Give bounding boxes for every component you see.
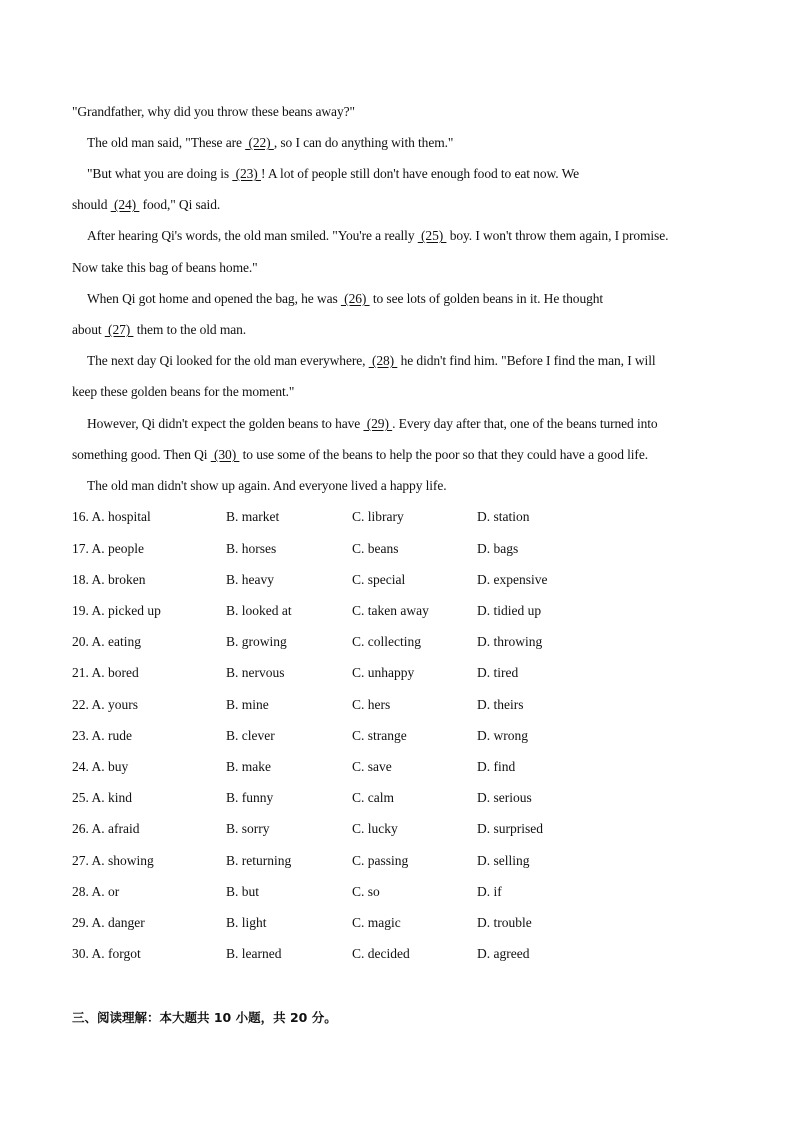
option-b: B. clever [226,728,275,743]
option-c: C. taken away [352,603,429,618]
option-d: D. theirs [477,697,524,712]
passage-text: Now take this bag of beans home." [72,260,258,275]
option-a: 30. A. forgot [72,946,141,961]
question-options [72,509,772,525]
passage-text: keep these golden beans for the moment." [72,384,295,399]
passage-text: The next day Qi looked for the old man everywhere, [87,353,369,368]
option-c: C. beans [352,541,399,556]
option-a: 27. A. showing [72,853,154,868]
question-options [72,759,772,775]
option-d: D. serious [477,790,532,805]
option-d: D. if [477,884,502,899]
question-options [72,572,772,588]
passage-line [72,322,246,338]
option-d: D. throwing [477,634,543,649]
option-b: B. learned [226,946,282,961]
passage-text: boy. I won't throw them again, I promise. [446,228,669,243]
passage-text: "Grandfather, why did you throw these beans away?" [72,104,355,119]
passage-text: . Every day after that, one of the beans turned into [392,416,658,431]
passage-line [72,384,294,400]
option-a: 21. A. bored [72,665,139,680]
option-c: C. magic [352,915,401,930]
passage-text: to use some of the beans to help the poor so that they could have a good life. [239,447,648,462]
question-options [72,728,772,744]
option-d: D. tired [477,665,519,680]
blank-23: (23) [232,166,261,181]
blank-29: (29) [363,416,393,431]
option-b: B. light [226,915,267,930]
option-a: 16. A. hospital [72,509,151,524]
option-d: D. tidied up [477,603,542,618]
option-a: 26. A. afraid [72,821,140,836]
option-b: B. sorry [226,821,270,836]
question-options [72,853,772,869]
blank-27: (27) [104,322,134,337]
option-a: 20. A. eating [72,634,141,649]
option-d: D. selling [477,853,530,868]
question-options [72,790,772,806]
passage-text: he didn't find him. "Before I find the man, I will [397,353,656,368]
question-options [72,697,772,713]
option-c: C. passing [352,853,409,868]
question-options [72,541,772,557]
option-c: C. calm [352,790,394,805]
question-options [72,946,772,962]
option-a: 19. A. picked up [72,603,161,618]
option-c: C. so [352,884,380,899]
blank-28: (28) [368,353,398,368]
passage-text: ! A lot of people still don't have enough food to eat now. We [260,166,580,181]
option-d: D. expensive [477,572,548,587]
blank-24: (24) [110,197,140,212]
option-d: D. surprised [477,821,543,836]
option-c: C. lucky [352,821,398,836]
option-b: B. horses [226,541,277,556]
passage-line [87,416,658,432]
option-b: B. mine [226,697,269,712]
option-d: D. station [477,509,530,524]
passage-text: food," Qi said. [139,197,221,212]
option-b: B. returning [226,853,292,868]
passage-text: should [72,197,111,212]
passage-line [72,197,220,213]
passage-text: However, Qi didn't expect the golden beans to have [87,416,364,431]
option-d: D. bags [477,541,519,556]
passage-line [72,447,648,463]
question-options [72,915,772,931]
option-c: C. library [352,509,404,524]
passage-text: The old man said, "These are [87,135,246,150]
passage-text: The old man didn't show up again. And everyone lived a happy life. [87,478,447,493]
option-b: B. heavy [226,572,274,587]
option-a: 28. A. or [72,884,120,899]
option-b: B. looked at [226,603,292,618]
option-d: D. wrong [477,728,528,743]
option-b: B. funny [226,790,274,805]
option-a: 22. A. yours [72,697,139,712]
question-options [72,884,772,900]
option-b: B. nervous [226,665,285,680]
option-b: B. make [226,759,271,774]
option-c: C. unhappy [352,665,415,680]
option-c: C. hers [352,697,391,712]
question-options [72,665,772,681]
passage-line [87,135,453,151]
option-a: 25. A. kind [72,790,133,805]
blank-25: (25) [417,228,447,243]
question-options [72,821,772,837]
passage-line [87,353,656,369]
option-b: B. but [226,884,260,899]
passage-line [72,104,355,120]
passage-text: them to the old man. [133,322,247,337]
blank-22: (22) [245,135,274,150]
blank-26: (26) [340,291,370,306]
option-c: C. strange [352,728,407,743]
passage-line [87,478,447,494]
option-c: C. collecting [352,634,421,649]
question-options [72,603,772,619]
passage-line [87,228,668,244]
option-d: D. trouble [477,915,532,930]
passage-text: , so I can do anything with them." [273,135,454,150]
option-b: B. growing [226,634,287,649]
option-d: D. agreed [477,946,530,961]
blank-30: (30) [210,447,240,462]
passage-text: about [72,322,105,337]
option-a: 24. A. buy [72,759,129,774]
option-b: B. market [226,509,280,524]
option-a: 23. A. rude [72,728,132,743]
passage-line [72,260,258,276]
option-a: 17. A. people [72,541,144,556]
option-c: C. save [352,759,392,774]
passage-line [87,166,579,182]
option-c: C. special [352,572,406,587]
section-heading: 三、阅读理解：本大题共 10 小题，共 20 分。 [72,1010,337,1025]
passage-text: After hearing Qi's words, the old man smiled. "You're a really [87,228,418,243]
option-a: 18. A. broken [72,572,146,587]
option-c: C. decided [352,946,410,961]
passage-line [87,291,603,307]
option-a: 29. A. danger [72,915,145,930]
passage-text: When Qi got home and opened the bag, he was [87,291,341,306]
passage-text: something good. Then Qi [72,447,211,462]
passage-text: "But what you are doing is [87,166,233,181]
question-options [72,634,772,650]
passage-text: to see lots of golden beans in it. He thought [369,291,604,306]
option-d: D. find [477,759,516,774]
